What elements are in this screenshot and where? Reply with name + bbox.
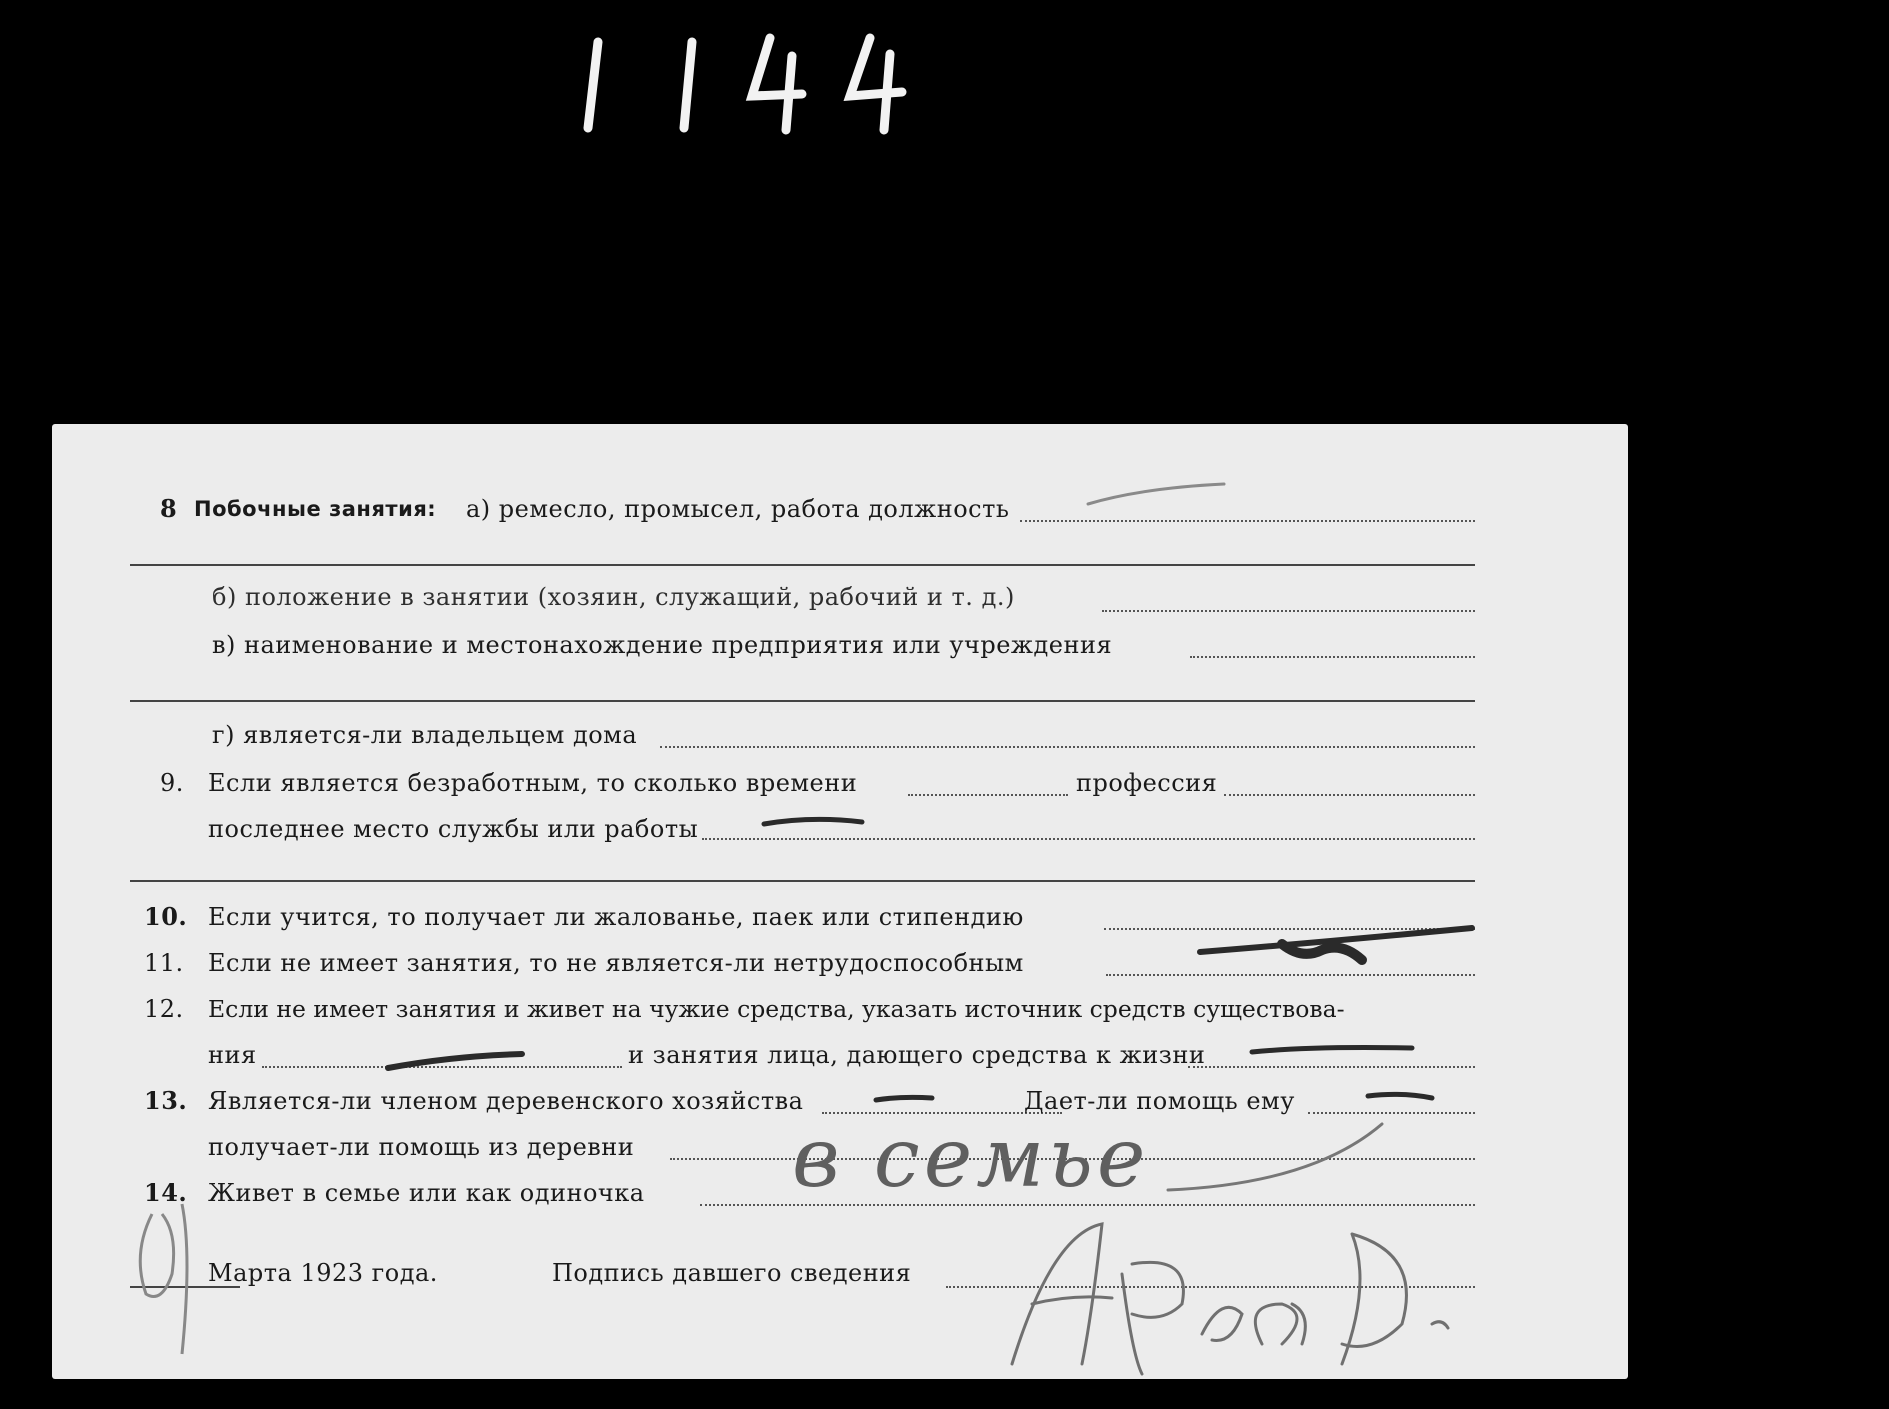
- question-13-receive: получает-ли помощь из деревни: [208, 1133, 635, 1161]
- questionnaire-card: [52, 424, 1628, 1379]
- handwritten-answer-q14: в семье: [792, 1111, 1150, 1206]
- handwritten-signature: [992, 1194, 1462, 1384]
- question-14-text: Живет в семье или как одиночка: [208, 1179, 645, 1207]
- question-12-number: 12.: [144, 995, 184, 1023]
- question-13-text: Является-ли членом деревенского хозяйства: [208, 1087, 804, 1115]
- margin-pencil-marks: [122, 1194, 212, 1364]
- question-11-number: 11.: [144, 949, 184, 977]
- question-8-label: Побочные занятия:: [194, 497, 437, 521]
- question-14-number: 14.: [144, 1178, 188, 1207]
- question-9-number: 9.: [160, 769, 184, 797]
- question-12-text: Если не имеет занятия и живет на чужие средства, указать источник средств существова-: [208, 995, 1345, 1023]
- question-9-last-job: последнее место службы или работы: [208, 815, 699, 843]
- question-9-profession: профессия: [1076, 769, 1218, 797]
- question-10-text: Если учится, то получает ли жалованье, паек или стипендию: [208, 903, 1024, 931]
- question-8c-text: в) наименование и местонахождение предприятия или учреждения: [212, 631, 1113, 659]
- frame-number: [580, 30, 910, 140]
- question-10-number: 10.: [144, 902, 188, 931]
- signature-label: Подпись давшего сведения: [552, 1259, 912, 1287]
- question-11-text: Если не имеет занятия, то не является-ли нетрудоспособным: [208, 949, 1024, 977]
- question-8a-text: а) ремесло, промысел, работа должность: [466, 495, 1010, 523]
- question-8-number: 8: [160, 494, 178, 523]
- date-label: Марта 1923 года.: [208, 1259, 438, 1287]
- question-13-number: 13.: [144, 1086, 188, 1115]
- question-8d-text: г) является-ли владельцем дома: [212, 721, 638, 749]
- question-13-help: Дает-ли помощь ему: [1024, 1087, 1295, 1115]
- question-12-cont-b: и занятия лица, дающего средства к жизни: [628, 1041, 1206, 1069]
- question-9-text: Если является безработным, то сколько времени: [208, 769, 858, 797]
- question-12-cont-a: ния: [208, 1041, 257, 1069]
- question-8b-text: б) положение в занятии (хозяин, служащий, рабочий и т. д.): [212, 583, 1015, 611]
